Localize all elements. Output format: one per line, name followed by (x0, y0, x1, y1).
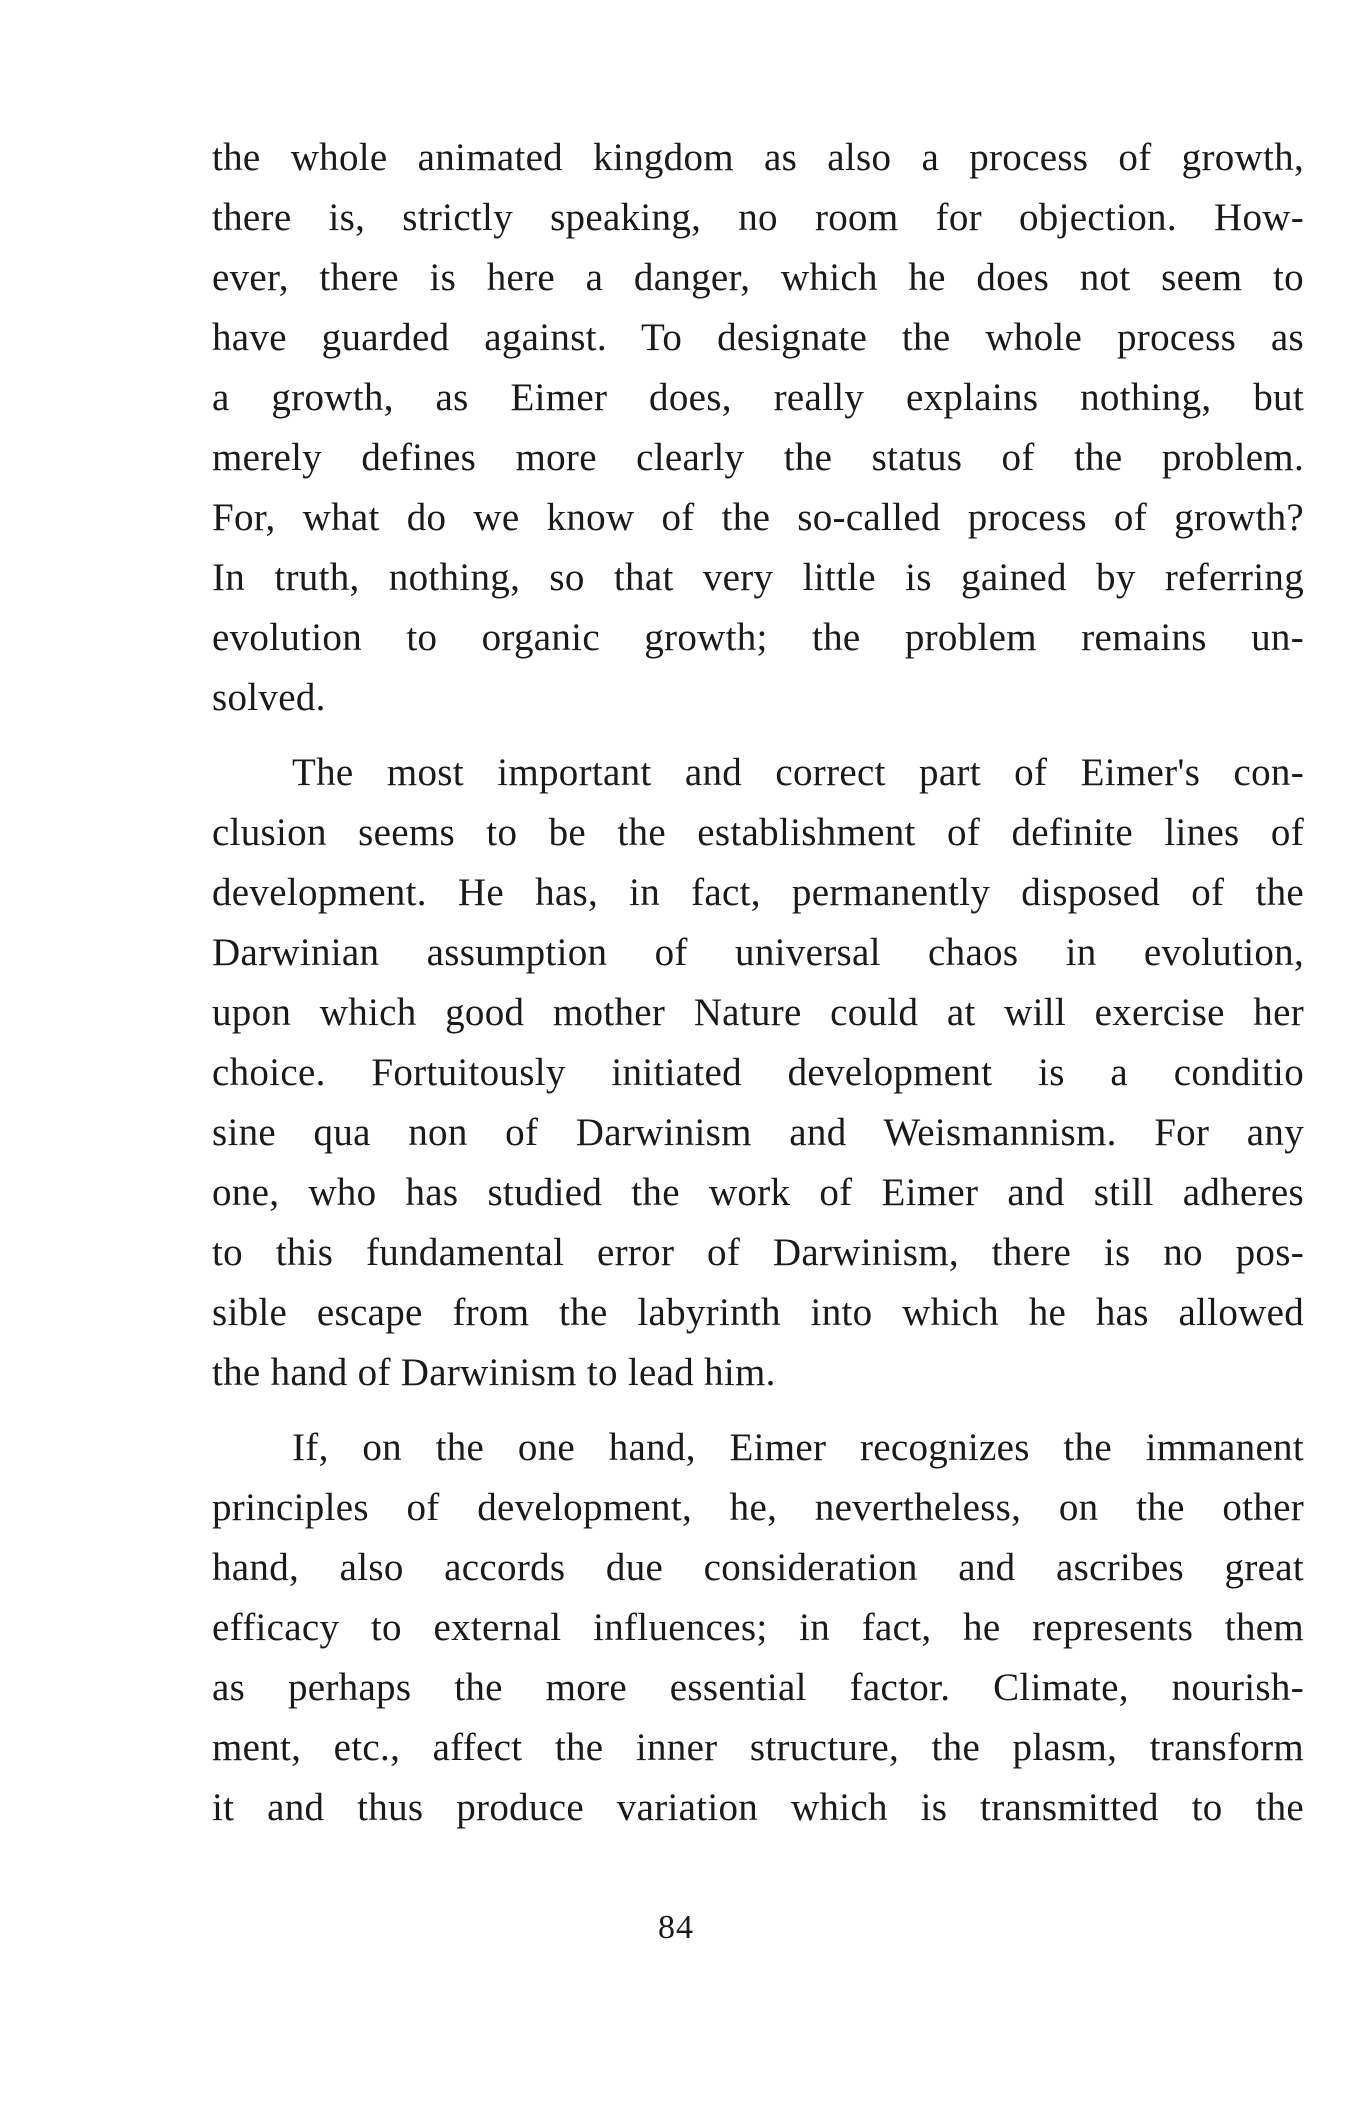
body-text (212, 128, 1304, 1838)
paragraph-3 (212, 1418, 1304, 1838)
text-line: If, on the one hand, Eimer recognizes the immanent (292, 1426, 1304, 1469)
text-line: solved. (212, 676, 326, 719)
text-line: Darwinian assumption of universal chaos in evolution, (212, 931, 1304, 974)
text-line: sible escape from the labyrinth into which he has allowed (212, 1291, 1304, 1334)
text-line: upon which good mother Nature could at will exercise her (212, 991, 1304, 1034)
text-line: evolution to organic growth; the problem remains un- (212, 616, 1304, 659)
text-line: In truth, nothing, so that very little is gained by referring (212, 556, 1304, 599)
text-line: efficacy to external influences; in fact, he represents them (212, 1606, 1304, 1649)
text-line: merely defines more clearly the status of the problem. (212, 436, 1304, 479)
text-line: one, who has studied the work of Eimer and still adheres (212, 1171, 1304, 1214)
text-line: clusion seems to be the establishment of definite lines of (212, 811, 1304, 854)
text-line: development. He has, in fact, permanently disposed of the (212, 871, 1304, 914)
text-line: a growth, as Eimer does, really explains nothing, but (212, 376, 1304, 419)
text-line: The most important and correct part of Eimer's con- (292, 751, 1304, 794)
text-line: there is, strictly speaking, no room for objection. How- (212, 196, 1304, 239)
paragraph-1 (212, 128, 1304, 728)
text-line: principles of development, he, nevertheless, on the other (212, 1486, 1304, 1529)
text-line: For, what do we know of the so-called process of growth? (212, 496, 1304, 539)
text-line: ment, etc., affect the inner structure, the plasm, transform (212, 1726, 1304, 1769)
text-line: as perhaps the more essential factor. Climate, nourish- (212, 1666, 1304, 1709)
text-line: the hand of Darwinism to lead him. (212, 1351, 776, 1394)
text-line: it and thus produce variation which is transmitted to the (212, 1786, 1304, 1829)
text-line: have guarded against. To designate the whole process as (212, 316, 1304, 359)
text-line: sine qua non of Darwinism and Weismannism. For any (212, 1111, 1304, 1154)
paragraph-2 (212, 743, 1304, 1403)
text-line: choice. Fortuitously initiated development is a conditio (212, 1051, 1304, 1094)
text-line: to this fundamental error of Darwinism, there is no pos- (212, 1231, 1304, 1274)
page-number: 84 (658, 1909, 694, 1946)
text-line: ever, there is here a danger, which he does not seem to (212, 256, 1304, 299)
text-line: the whole animated kingdom as also a process of growth, (212, 136, 1304, 179)
text-line: hand, also accords due consideration and ascribes great (212, 1546, 1304, 1589)
